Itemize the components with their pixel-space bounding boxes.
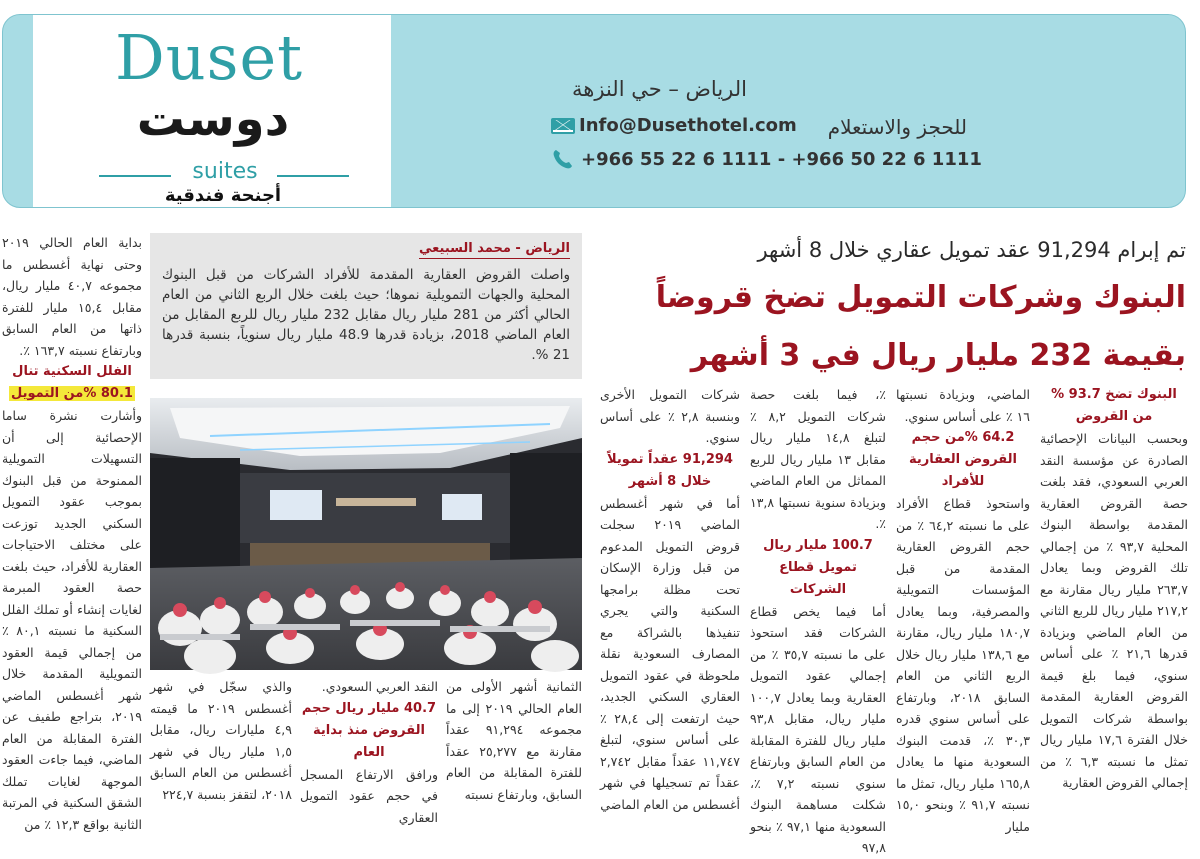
booking-label: للحجز والاستعلام: [827, 115, 967, 139]
logo-panel: [33, 15, 391, 207]
column-5-text: الثمانية أشهر الأولى من العام الحالي ٢٠١٩ إلى ما مجموعه ٩١,٢٩٤ عقداً مقارنة مع ٢٥,٢٧٧ عقداً للفترة المقابلة من العام السابق، وبارتفاع نسبته: [446, 679, 582, 802]
article-headline-line-1: البنوك وشركات التمويل تضخ قروضاً: [655, 280, 1186, 315]
article-column-6: [300, 676, 438, 825]
column-3-text: أما فيما يخص قطاع الشركات فقد استحوذ على ما نسبته ٣٥,٧ ٪ من إجمالي عقود التمويل العقارية وبما يعادل ١٠٠,٧ مليار ريال، مقابل ٩٣,٨ مليار ريال للفترة المقابلة من العام السابق وبارتفاع سنوي نسبته ٧,٢ ٪، شكلت مساهمة البنوك السعودية منها ٩٧,١ ٪ بنحو ٩٧,٨: [750, 603, 886, 855]
article-kicker: تم إبرام 91,294 عقد تمويل عقاري خلال 8 أشهر: [757, 238, 1186, 262]
article-column-8: [2, 232, 142, 832]
logo-divider-right: [277, 175, 349, 177]
brand-logo-latin: Duset: [115, 21, 304, 94]
mail-icon: [551, 118, 575, 134]
conference-photo: [150, 398, 582, 670]
article-column-1: [1040, 384, 1188, 800]
brand-logo-arabic: دوست: [136, 91, 290, 147]
hotel-advertisement: [2, 14, 1186, 208]
column-6-subheading: 40.7 مليار ريال حجم القروض منذ بداية العام: [301, 700, 437, 760]
lead-box: [150, 233, 582, 379]
column-4-text: أما في شهر أغسطس الماضي ٢٠١٩ سجلت قروض التمويل المدعوم من قبل وزارة الإسكان تحت مظلة برامجها السكنية والتي يجري تنفيذها بالشراكة مع المصارف السعودية نقلة ملحوظة في عقود التمويل العقاري السكني الجديد، حيث ارتفعت إلى ٢٨,٤ ٪ على أساس سنوي، لتبلغ ١١,٧٤٧ عقداً مقابل ٢,٧٤٢ عقداً تم تسجيلها في شهر أغسطس من العام الماضي: [600, 495, 740, 812]
column-2-text: واستحوذ قطاع الأفراد على ما نسبته ٦٤,٢ ٪ من حجم القروض العقارية المقدمة من قبل المؤسسات التمويلية والمصرفية، وبما يعادل ١٨٠,٧ مليار ريال، مقارنة مع ١٣٨,٦ مليار ريال خلال الربع الثاني من العام السابق ٢٠١٨، وبارتفاع على أساس سنوي قدره ٣٠,٣ ٪، قدمت البنوك السعودية منها ما يعادل ١٦٥,٨ مليار ريال، تمثل ما نسبته ٩١,٧ ٪ وبنحو ١٥,٠ مليار: [896, 496, 1031, 834]
article-column-3: [750, 384, 887, 855]
email-contact[interactable]: [551, 115, 797, 136]
column-4-subheading: 91,294 عقداً تمويلاً خلال 8 أشهر: [607, 451, 733, 489]
column-3-top-text: ٪، فيما بلغت حصة شركات التمويل ٨,٢ ٪ لتبلغ ١٤,٨ مليار ريال مقابل ١٣ مليار ريال للربع المماثل من العام الماضي وبزيادة سنوية نسبتها ١٣,٨ ٪.: [750, 387, 887, 531]
article-column-7: [150, 676, 292, 800]
column-8-subheading-1: الفلل السكنية تنال: [12, 364, 132, 379]
column-7-text: والذي سجّل في شهر أغسطس ٢٠١٩ ما قيمته ٤,٩ مليارات ريال، مقابل ١,٥ مليار ريال في شهر أغسطس من العام السابق ٢٠١٨، لتقفز بنسبة ٢٢٤,٧: [150, 679, 292, 802]
article-headline-line-2: بقيمة 232 مليار ريال في 3 أشهر: [690, 338, 1186, 373]
article-byline: الرياض - محمد السبيعي: [419, 241, 570, 259]
brand-suites-label: suites: [192, 159, 258, 184]
column-1-text: وبحسب البيانات الإحصائية الصادرة عن مؤسسة النقد العربي السعودي، فقد بلغت حصة القروض العقارية المقدمة بواسطة البنوك المحلية ٩٣,٧ ٪ من إجمالي تلك القروض وبما يعادل ٢٦٣,٧ مليار ريال مقارنة مع ٢١٧,٢ مليار ريال للربع الثاني من العام الماضي وبزيادة قدرها ٢١,٦ ٪ على أساس سنوي، فيما بلغ قيمة القروض العقارية المقدمة بواسطة شركات التمويل خلال الفترة ١٧,٦ مليار ريال تمثل ما نسبته ٦,٣ ٪ من إجمالي القروض العقارية: [1040, 431, 1189, 790]
phone-contact[interactable]: [551, 147, 982, 171]
column-2-subheading: 64.2 %من حجم القروض العقارية للأفراد: [908, 430, 1018, 489]
article-column-2: [896, 384, 1031, 834]
column-8-text: وأشارت نشرة ساما الإحصائية إلى أن التسهيلات التمويلية الممنوحة من قبل البنوك بموجب عقود التمويل السكني الجديد توزعت على مختلف الاحتياجات العقارية للأفراد، حيث بلغت حصة العقود المبرمة لغايات إنشاء أو تملك الفلل السكنية ما نسبته ٨٠,١ ٪ من إجمالي قيمة العقود التمويلية المقدمة خلال شهر أغسطس الماضي ٢٠١٩، بتراجع طفيف عن الفترة المقابلة من العام الماضي، فيما جاءت العقود الموجهة لغايات تملك الشقق السكنية في المرتبة الثانية بواقع ١٢,٣ ٪ من: [2, 408, 142, 832]
column-4-top-text: شركات التمويل الأخرى وبنسبة ٢,٨ ٪ على أساس سنوي.: [600, 387, 740, 445]
email-address[interactable]: Info@Dusethotel.com: [579, 115, 797, 136]
column-6-top-text: النقد العربي السعودي.: [321, 679, 438, 694]
article-column-5: [446, 676, 582, 800]
article-lead: واصلت القروض العقارية المقدمة للأفراد الشركات من قبل البنوك المحلية والجهات التمويلية نموها؛ حيث بلغت خلال الربع الثاني من العام الحالي أكثر من 281 مليار ريال مقابل 232 مليار ريال للربع المقابل من العام الماضي 2018، بزيادة قدرها 48.9 مليار ريال سنوياً، بنسبة قدرها 21 %.: [162, 267, 570, 363]
logo-divider-left: [99, 175, 171, 177]
hotel-location: الرياض – حي النزهة: [572, 77, 747, 101]
conference-hall-image: [150, 398, 582, 670]
column-1-subheading: البنوك تضخ 93.7 % من القروض: [1051, 387, 1177, 424]
brand-tagline: أجنحة فندقية: [164, 185, 282, 206]
column-6-text: ورافق الارتفاع المسجل في حجم عقود التمويل العقاري: [300, 766, 438, 825]
phone-numbers[interactable]: +966 55 22 6 1111 - +966 50 22 6 1111: [581, 148, 982, 170]
column-2-top-text: الماضي، وبزيادة نسبتها ١٦ ٪ على أساس سنوي.: [896, 387, 1030, 424]
column-3-subheading: 100.7 مليار ريال تمويل قطاع الشركات: [763, 537, 873, 597]
column-8-top-text: بداية العام الحالي ٢٠١٩ وحتى نهاية أغسطس ما مجموعه ٤٠,٧ مليار ريال، مقابل ١٥,٤ مليار للفترة ذاتها من العام السابق وبارتفاع نسبته ١٦٣,٧ ٪.: [2, 235, 142, 358]
column-8-highlight: 80.1 %من التمويل: [11, 386, 133, 401]
phone-icon: [551, 147, 575, 171]
column-8-subheading-2: [2, 383, 142, 405]
article-column-4: [600, 384, 740, 812]
